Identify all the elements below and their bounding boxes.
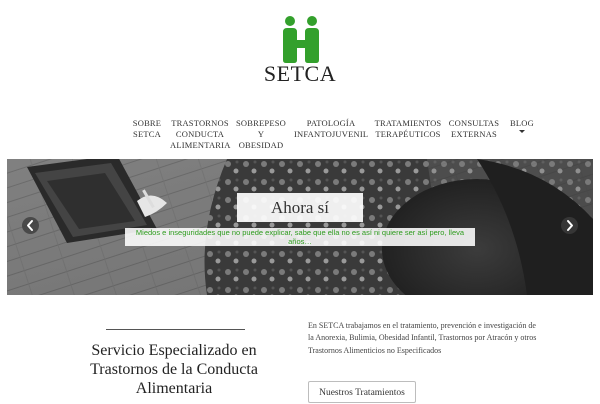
chevron-left-icon xyxy=(22,217,39,234)
nav-label-line3: ALIMENTARIA xyxy=(170,140,231,150)
chevron-down-icon xyxy=(519,130,525,133)
slider-photo xyxy=(7,159,593,295)
slide-caption-text: Miedos e inseguridades que no puede explicar, sabe que ella no es así ni quiere ser así pero, lleva años… xyxy=(125,228,475,246)
main-navigation xyxy=(0,118,600,150)
section-divider xyxy=(106,329,245,330)
nav-label-line1: SOBRE xyxy=(132,118,162,128)
nav-label-line1: SOBREPESO xyxy=(236,118,286,128)
nav-label-line1: BLOG xyxy=(510,118,534,128)
nav-item-patologia[interactable] xyxy=(294,118,368,140)
nav-item-consultas[interactable] xyxy=(447,118,501,140)
nav-label-line1: PATOLOGÍA xyxy=(306,118,356,128)
nav-label-line1: CONSULTAS xyxy=(448,118,500,128)
nav-item-trastornos[interactable] xyxy=(170,118,230,151)
nav-label-line2: CONDUCTA xyxy=(175,129,225,139)
slider-next-button[interactable] xyxy=(561,217,578,234)
setca-logo-icon[interactable] xyxy=(281,16,321,64)
site-header xyxy=(0,0,600,100)
nav-label-line2: SETCA xyxy=(133,129,161,139)
hero-slider[interactable] xyxy=(7,159,593,295)
nav-label-line2: EXTERNAS xyxy=(451,129,497,139)
treatments-button[interactable]: Nuestros Tratamientos xyxy=(308,381,416,403)
slider-prev-button[interactable] xyxy=(22,217,39,234)
service-heading: Servicio Especializado en Trastornos de la Conducta Alimentaria xyxy=(90,342,258,397)
nav-label-line1: TRATAMIENTOS xyxy=(374,118,442,128)
nav-item-sobrepeso[interactable] xyxy=(236,118,286,151)
nav-label-line2: Y xyxy=(257,129,265,139)
nav-label-line2: INFANTOJUVENIL xyxy=(294,129,369,139)
nav-label-line3: OBESIDAD xyxy=(238,140,284,150)
nav-label-line2: TERAPÉUTICOS xyxy=(375,129,441,139)
nav-item-sobre-setca[interactable] xyxy=(127,118,167,140)
intro-paragraph: En SETCA trabajamos en el tratamiento, prevención e investigación de la Anorexia, Bulimia, Obesidad Infantil, Trastornos por Atracón y otros Trastornos Alimenticios no Especificados xyxy=(308,321,537,355)
nav-item-blog[interactable] xyxy=(507,118,537,133)
site-logo-text[interactable]: SETCA xyxy=(263,61,337,86)
chevron-right-icon xyxy=(561,217,578,234)
nav-label-line1: TRASTORNOS xyxy=(171,118,229,128)
nav-item-tratamientos[interactable] xyxy=(373,118,443,140)
slide-caption-title[interactable]: Ahora sí xyxy=(237,193,363,222)
